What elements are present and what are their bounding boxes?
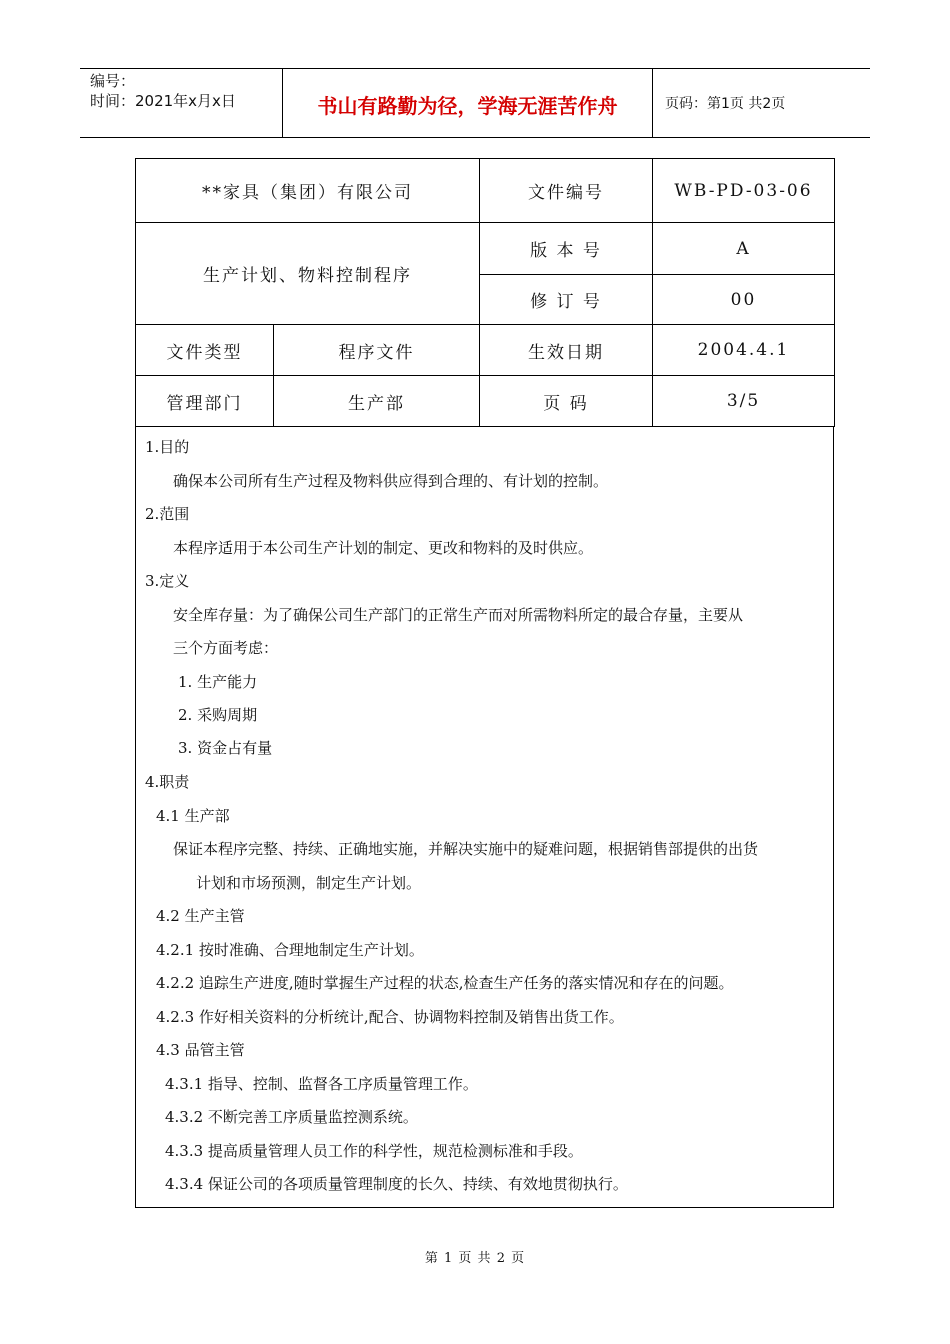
list-item: 3. 资金占有量 <box>178 739 273 757</box>
section-definition-title: 3.定义 <box>145 572 190 590</box>
clause-item: 4.3.4 保证公司的各项质量管理制度的长久、持续、有效地贯彻执行。 <box>165 1175 628 1193</box>
revision-label: 修 订 号 <box>480 275 653 325</box>
time-label: 时间：2021年x月x日 <box>90 92 236 110</box>
clause-item: 4.3.3 提高质量管理人员工作的科学性，规范检测标准和手段。 <box>165 1142 583 1160</box>
version-value: A <box>653 223 835 275</box>
document-header <box>80 68 870 138</box>
procedure-body <box>135 426 834 1208</box>
subsection-title: 4.3 品管主管 <box>156 1041 245 1059</box>
section-definition-text: 三个方面考虑： <box>173 639 279 657</box>
section-duties-title: 4.职责 <box>145 773 190 791</box>
doc-no-label: 文件编号 <box>480 159 653 223</box>
section-definition-text: 安全库存量：为了确保公司生产部门的正常生产而对所需物料所定的最合存量，主要从 <box>173 606 744 624</box>
page-label: 页 码 <box>480 376 653 427</box>
section-purpose-title: 1.目的 <box>145 438 190 456</box>
section-scope-text: 本程序适用于本公司生产计划的制定、更改和物料的及时供应。 <box>173 539 594 557</box>
clause-item: 4.3.1 指导、控制、监督各工序质量管理工作。 <box>165 1075 478 1093</box>
page-footer: 第 1 页 共 2 页 <box>424 1251 526 1266</box>
header-page-info: 页码：第1页 共2页 <box>665 96 786 112</box>
header-motto: 书山有路勤为径，学海无涯苦作舟 <box>282 69 653 137</box>
section-purpose-text: 确保本公司所有生产过程及物料供应得到合理的、有计划的控制。 <box>173 472 609 490</box>
type-value: 程序文件 <box>274 325 480 376</box>
version-label: 版 本 号 <box>480 223 653 275</box>
subsection-text: 保证本程序完整、持续、正确地实施，并解决实施中的疑难问题，根据销售部提供的出货 <box>173 840 759 858</box>
clause-item: 4.2.3 作好相关资料的分析统计,配合、协调物料控制及销售出货工作。 <box>156 1008 624 1026</box>
type-label: 文件类型 <box>136 325 274 376</box>
clause-item: 4.3.2 不断完善工序质量监控测系统。 <box>165 1108 418 1126</box>
dept-value: 生产部 <box>274 376 480 427</box>
clause-item: 4.2.1 按时准确、合理地制定生产计划。 <box>156 941 424 959</box>
page-value: 3/5 <box>653 376 835 427</box>
document-title: 生产计划、物料控制程序 <box>136 223 480 325</box>
company-name: **家具（集团）有限公司 <box>136 159 480 223</box>
subsection-text: 计划和市场预测，制定生产计划。 <box>196 874 422 892</box>
section-scope-title: 2.范围 <box>145 505 190 523</box>
dept-label: 管理部门 <box>136 376 274 427</box>
header-meta <box>80 69 282 137</box>
clause-item: 4.2.2 追踪生产进度,随时掌握生产过程的状态,检查生产任务的落实情况和存在的问题。 <box>156 974 734 992</box>
number-label: 编号： <box>90 72 136 90</box>
doc-no-value: WB-PD-03-06 <box>653 159 835 223</box>
revision-value: 00 <box>653 275 835 325</box>
subsection-title: 4.1 生产部 <box>156 807 230 825</box>
document-info-table <box>135 158 835 427</box>
list-item: 2. 采购周期 <box>178 706 258 724</box>
effective-date-value: 2004.4.1 <box>653 325 835 376</box>
effective-date-label: 生效日期 <box>480 325 653 376</box>
subsection-title: 4.2 生产主管 <box>156 907 245 925</box>
list-item: 1. 生产能力 <box>178 673 258 691</box>
